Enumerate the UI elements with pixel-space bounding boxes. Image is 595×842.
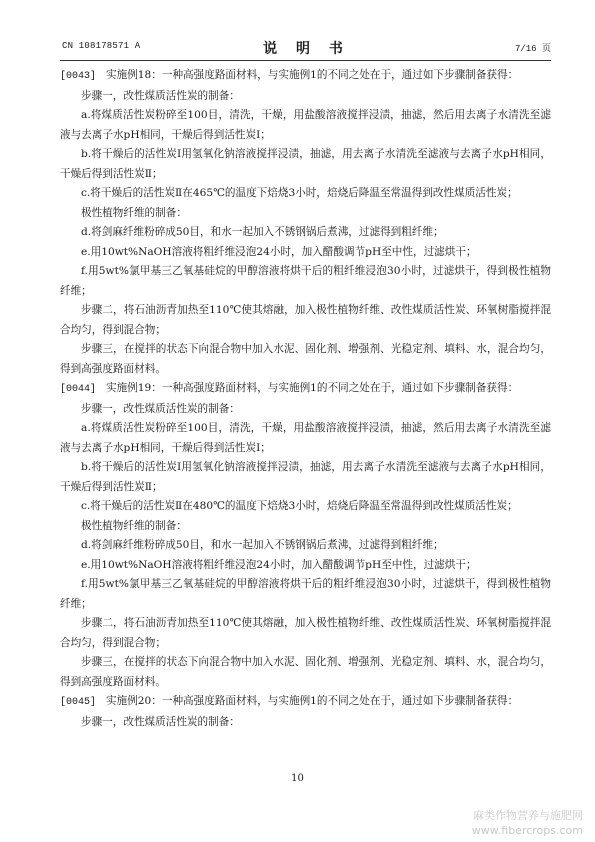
paragraph-number: [0044]	[60, 384, 97, 395]
paragraph-text: b.将干燥后的活性炭Ⅰ用氢氧化钠溶液搅拌浸渍，抽滤，用去离子水清洗至滤液与去离子水pH相同，干燥后得到活性炭Ⅱ；	[60, 461, 551, 493]
paragraph-text: 步骤二，将石油沥青加热至110℃使其熔融，加入极性植物纤维、改性煤质活性炭、环氧树脂搅拌混合均匀，得到混合物；	[60, 617, 551, 649]
paragraph-text: 步骤二，将石油沥青加热至110℃使其熔融，加入极性植物纤维、改性煤质活性炭、环氧树脂搅拌混合均匀，得到混合物；	[60, 304, 551, 336]
watermark	[472, 808, 583, 838]
paragraph	[60, 243, 551, 263]
doc-title: 说 明 书	[263, 41, 350, 57]
paragraph-text: 步骤一，改性煤质活性炭的制备：	[81, 715, 240, 728]
paragraph-text: f.用5wt%氯甲基三乙氧基硅烷的甲醇溶液将烘干后的粗纤维浸泡30小时，过滤烘干，得到极性植物纤维；	[60, 578, 551, 610]
watermark-line-1: 麻类作物营养与施肥网	[473, 809, 583, 822]
page-reference: 7/16 页	[514, 44, 551, 54]
paragraph	[60, 653, 551, 692]
numbered-paragraph	[60, 692, 551, 713]
paragraph-text: c.将干燥后的活性炭Ⅱ在465℃的温度下焙烧3小时，焙烧后降温至常温得到改性煤质活性炭；	[81, 187, 518, 199]
paragraph-text: e.用10wt%NaOH溶液将粗纤维浸泡24小时，加入醋酸调节pH至中性，过滤烘干；	[81, 558, 477, 571]
paragraph-text: 步骤一，改性煤质活性炭的制备：	[81, 89, 240, 102]
paragraph-number: [0045]	[60, 697, 97, 708]
paragraph	[60, 204, 551, 224]
paragraph	[60, 184, 551, 204]
paragraph-text: 实施例19：一种高强度路面材料，与实施例1的不同之处在于，通过如下步骤制备获得：	[106, 382, 519, 394]
numbered-paragraph	[60, 379, 551, 400]
numbered-paragraph	[60, 66, 551, 87]
page-number: 10	[291, 773, 304, 784]
paragraph-text: b.将干燥后的活性炭Ⅰ用氢氧化钠溶液搅拌浸渍，抽滤，用去离子水清洗至滤液与去离子水pH相同，干燥后得到活性炭Ⅱ；	[60, 148, 551, 180]
paragraph	[60, 713, 551, 733]
paragraph-text: d.将剑麻纤维粉碎成50目，和水一起加入不锈钢锅后煮沸，过滤得到粗纤维；	[81, 226, 444, 238]
paragraph-text: a.将煤质活性炭粉碎至100目，清洗，干燥，用盐酸溶液搅拌浸渍，抽滤，然后用去离子水清洗至滤液与去离子水pH相同，干燥后得到活性炭Ⅰ；	[60, 422, 551, 454]
paragraph-text: 实施例18：一种高强度路面材料，与实施例1的不同之处在于，通过如下步骤制备获得：	[106, 69, 519, 81]
doc-number: CN 108178571 A	[62, 41, 141, 51]
paragraph	[60, 87, 551, 107]
paragraph	[60, 106, 551, 145]
paragraph	[60, 145, 551, 184]
page-header	[62, 38, 551, 56]
paragraph-text: 极性植物纤维的制备：	[81, 519, 187, 532]
paragraph	[60, 419, 551, 458]
paragraph-text: 步骤三，在搅拌的状态下向混合物中加入水泥、固化剂、增强剂、光稳定剂、填料、水，混合均匀，得到高强度路面材料。	[60, 656, 551, 688]
paragraph-text: d.将剑麻纤维粉碎成50目，和水一起加入不锈钢锅后煮沸，过滤得到粗纤维；	[81, 539, 444, 551]
paragraph	[60, 301, 551, 340]
paragraph	[60, 223, 551, 243]
paragraph	[60, 340, 551, 379]
header-rule	[60, 60, 551, 61]
paragraph-text: f.用5wt%氯甲基三乙氧基硅烷的甲醇溶液将烘干后的粗纤维浸泡30小时，过滤烘干，得到极性植物纤维；	[60, 265, 551, 297]
paragraph	[60, 262, 551, 301]
watermark-line-2: www.fibercrops.com	[471, 824, 583, 837]
paragraph	[60, 536, 551, 556]
paragraph	[60, 517, 551, 537]
paragraph-number: [0043]	[60, 71, 97, 82]
paragraph-text: c.将干燥后的活性炭Ⅱ在480℃的温度下焙烧3小时，焙烧后降温至常温得到改性煤质活性炭；	[81, 500, 518, 512]
paragraph	[60, 614, 551, 653]
paragraph-text: e.用10wt%NaOH溶液将粗纤维浸泡24小时，加入醋酸调节pH至中性，过滤烘干；	[81, 245, 477, 258]
paragraph-text: 实施例20：一种高强度路面材料，与实施例1的不同之处在于，通过如下步骤制备获得：	[106, 695, 519, 707]
paragraph-text: a.将煤质活性炭粉碎至100目，清洗，干燥，用盐酸溶液搅拌浸渍，抽滤，然后用去离子水清洗至滤液与去离子水pH相同，干燥后得到活性炭Ⅰ；	[60, 109, 551, 141]
paragraph	[60, 400, 551, 420]
paragraph	[60, 556, 551, 576]
paragraph	[60, 497, 551, 517]
paragraph-text: 极性植物纤维的制备：	[81, 206, 187, 219]
paragraph	[60, 575, 551, 614]
paragraph-text: 步骤三，在搅拌的状态下向混合物中加入水泥、固化剂、增强剂、光稳定剂、填料、水，混合均匀，得到高强度路面材料。	[60, 343, 551, 375]
paragraph	[60, 458, 551, 497]
document-body	[60, 66, 551, 732]
paragraph-text: 步骤一，改性煤质活性炭的制备：	[81, 402, 240, 415]
